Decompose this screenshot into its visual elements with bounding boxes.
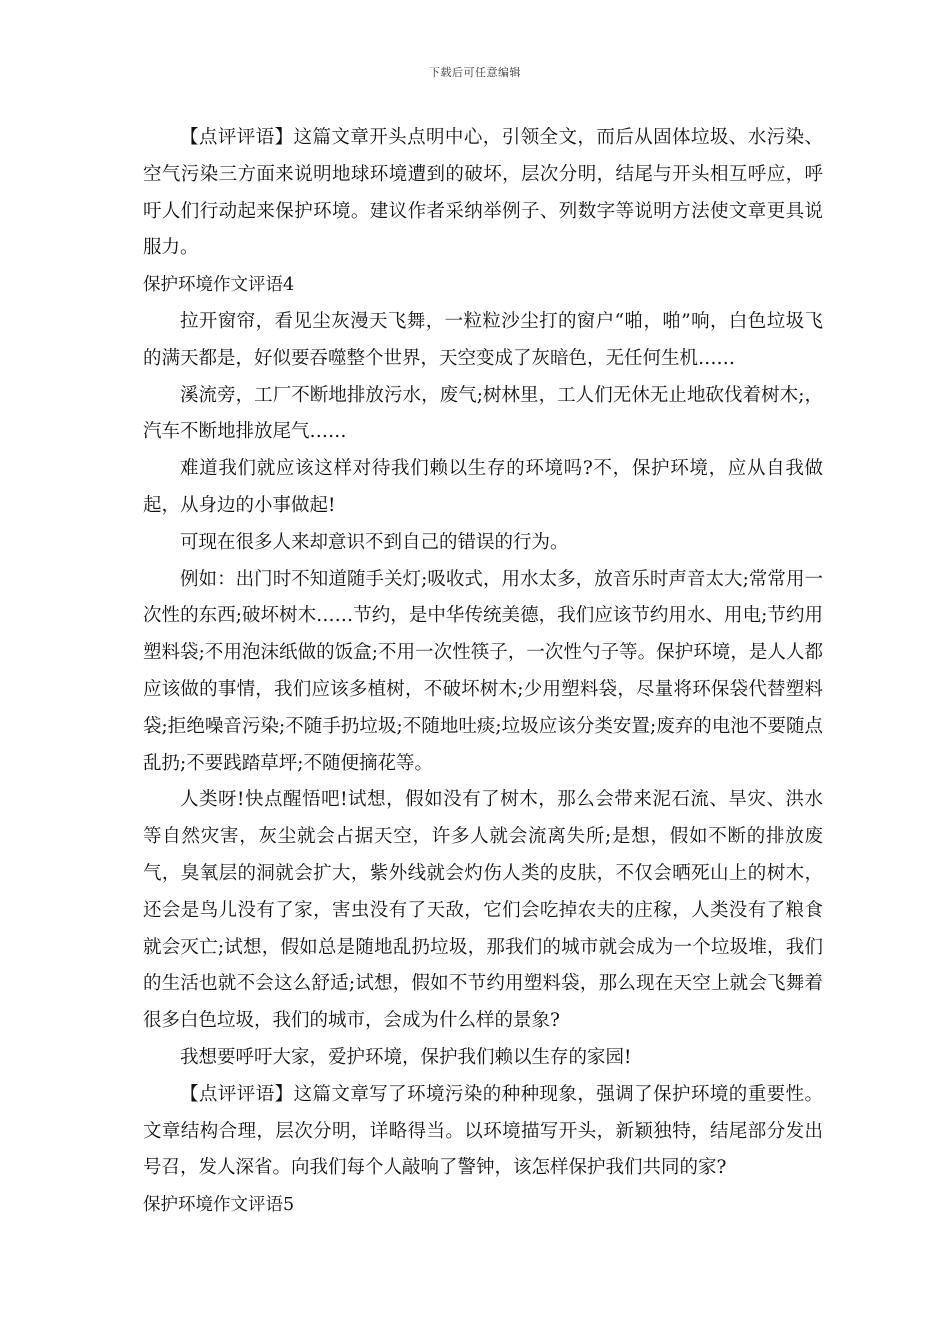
section-heading-4: 保护环境作文评语4 [143,275,295,296]
essay-paragraph: 人类呀!快点醒悟吧!试想，假如没有了树木，那么会带来泥石流、旱灾、洪水等自然灾害，灰尘就会占据天空，许多人就会流离失所;是想，假如不断的排放废气，臭氧层的洞就会扩大，紫外线就会灼伤人类的皮肤，不仅会晒死山上的树木，还会是鸟儿没有了家，害虫没有了天敌，它们会吃掉农夫的庄稼，人类没有了粮食就会灭亡;试想，假如总是随地乱扔垃圾，那我们的城市就会成为一个垃圾堆，我们的生活也就不会这么舒适;试想，假如不节约用塑料袋，那么现在天空上就会飞舞着很多白色垃圾，我们的城市，会成为什么样的景象? [143,789,823,1032]
essay-paragraph: 难道我们就应该这样对待我们赖以生存的环境吗?不，保护环境，应从自我做起，从身边的小事做起! [143,458,823,516]
comment-paragraph-4: 【点评评语】这篇文章写了环境污染的种种现象，强调了保护环境的重要性。文章结构合理，层次分明，详略得当。以环境描写开头，新颖独特，结尾部分发出号召，发人深省。向我们每个人敲响了警钟，该怎样保护我们共同的家? [143,1083,823,1179]
essay-paragraph: 溪流旁，工厂不断地排放污水，废气;树林里，工人们无休无止地砍伐着树木;，汽车不断地排放尾气…… [143,384,823,443]
comment-paragraph-3: 【点评评语】这篇文章开头点明中心，引领全文，而后从固体垃圾、水污染、空气污染三方面来说明地球环境遭到的破坏，层次分明，结尾与开头相互呼应，呼吁人们行动起来保护环境。建议作者采纳举例子、列数字等说明方法使文章更具说服力。 [143,127,823,259]
essay-paragraph: 例如：出门时不知道随手关灯;吸收式，用水太多，放音乐时声音太大;常常用一次性的东西;破坏树木……节约，是中华传统美德，我们应该节约用水、用电;节约用塑料袋;不用泡沫纸做的饭盒;不用一次性筷子，一次性勺子等。保护环境，是人人都应该做的事情，我们应该多植树，不破坏树木;少用塑料袋，尽量将环保袋代替塑料袋;拒绝噪音污染;不随手扔垃圾;不随地吐痰;垃圾应该分类安置;废弃的电池不要随点乱扔;不要践踏草坪;不随便摘花等。 [143,568,823,774]
document-body [143,120,823,1224]
page-header-note: 下载后可任意编辑 [429,66,521,79]
essay-paragraph: 拉开窗帘，看见尘灰漫天飞舞，一粒粒沙尘打的窗户“啪，啪”响，白色垃圾飞的满天都是，好似要吞噬整个世界，天空变成了灰暗色，无任何生机…… [143,310,823,369]
essay-paragraph: 可现在很多人来却意识不到自己的错误的行为。 [180,531,569,553]
essay-paragraph: 我想要呼吁大家，爱护环境，保护我们赖以生存的家园! [180,1046,632,1068]
section-heading-5: 保护环境作文评语5 [143,1195,295,1216]
